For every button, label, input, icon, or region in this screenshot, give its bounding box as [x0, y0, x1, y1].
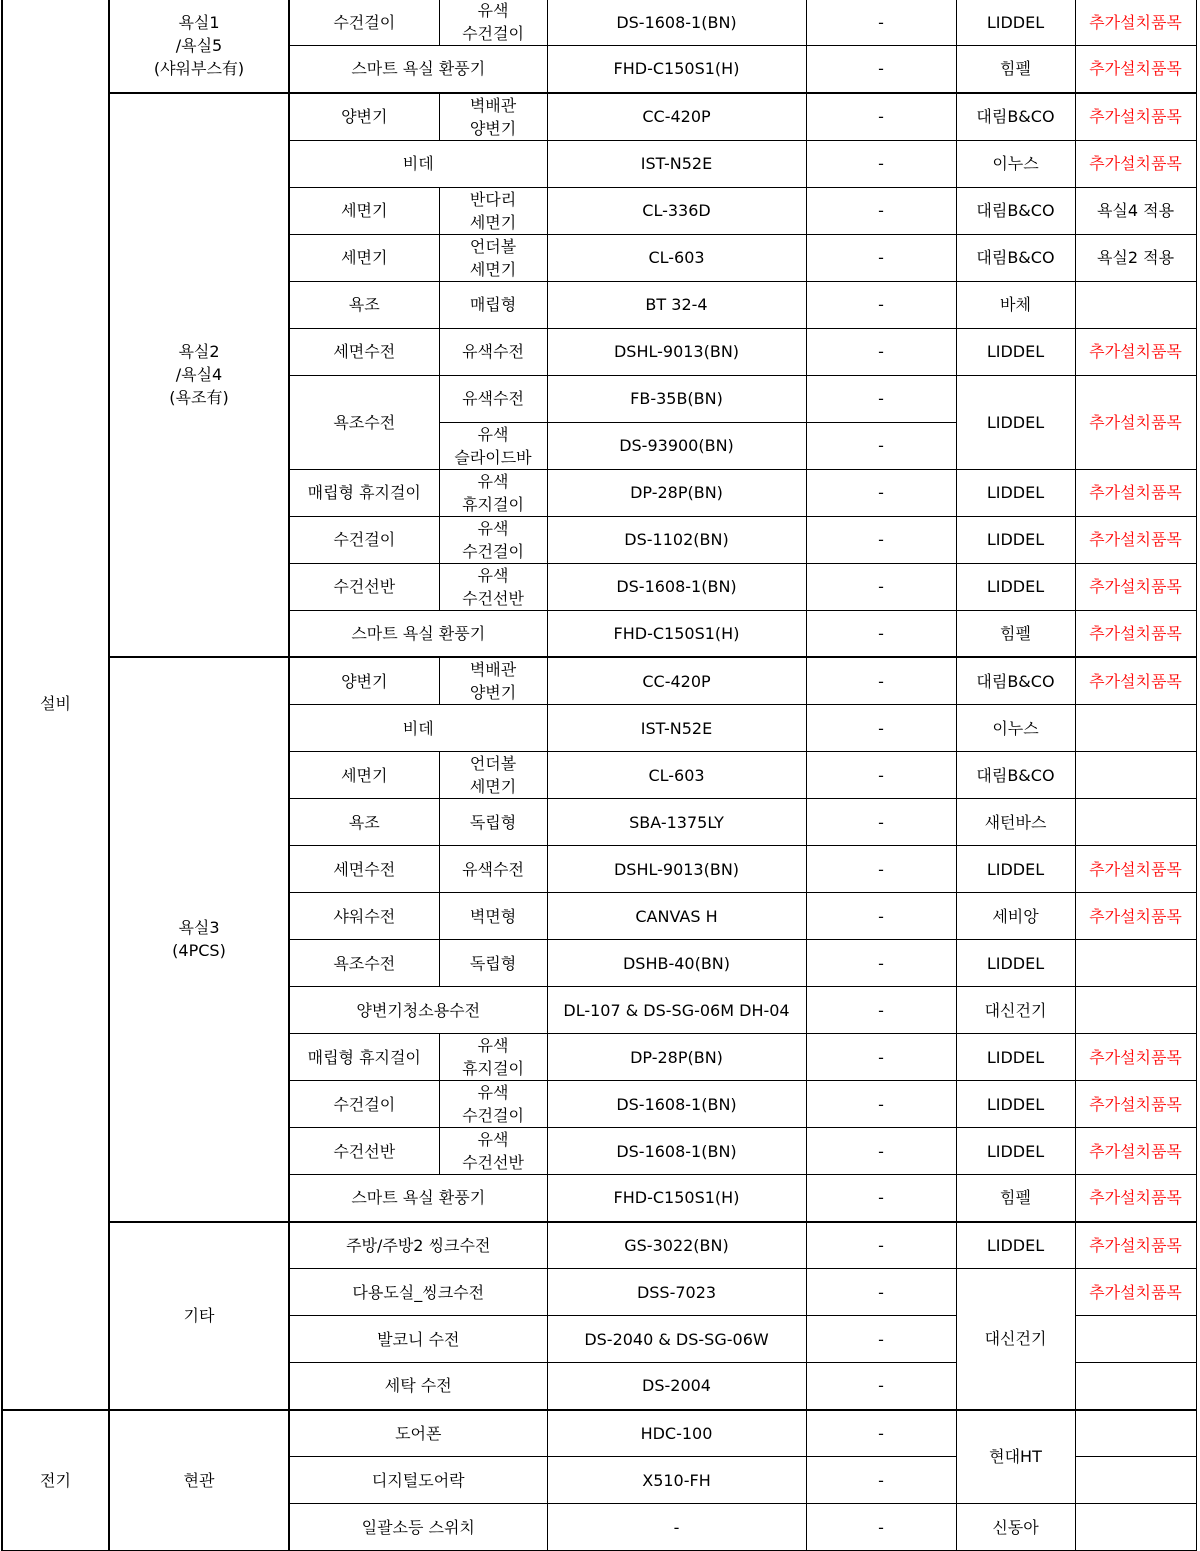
- model-cell: DL-107 & DS-SG-06M DH-04: [547, 987, 806, 1034]
- size-cell: -: [806, 563, 956, 610]
- note-cell: 추가설치품목: [1075, 893, 1196, 940]
- maker-cell: LIDDEL: [956, 846, 1075, 893]
- maker-cell: 힘펠: [956, 46, 1075, 93]
- model-cell: SBA-1375LY: [547, 799, 806, 846]
- note-cell: 욕실2 적용: [1075, 234, 1196, 281]
- maker-cell: 이누스: [956, 140, 1075, 187]
- type-cell: 유색수전: [439, 375, 547, 422]
- type-cell: 유색수전: [439, 846, 547, 893]
- group-cell: 욕실3 (4PCS): [109, 657, 289, 1222]
- size-cell: -: [806, 1128, 956, 1175]
- table-row: [2, 1222, 1196, 1269]
- model-cell: DS-1608-1(BN): [547, 563, 806, 610]
- model-cell: DS-1608-1(BN): [547, 1128, 806, 1175]
- maker-cell: 바체: [956, 281, 1075, 328]
- maker-cell: LIDDEL: [956, 1081, 1075, 1128]
- type-cell: 언더볼 세면기: [439, 234, 547, 281]
- model-cell: IST-N52E: [547, 140, 806, 187]
- maker-cell: 힘펠: [956, 610, 1075, 657]
- item-cell: 비데: [289, 140, 547, 187]
- note-cell: 추가설치품목: [1075, 1034, 1196, 1081]
- type-cell: 독립형: [439, 799, 547, 846]
- maker-cell: 대신건기: [956, 1269, 1075, 1410]
- maker-cell: LIDDEL: [956, 0, 1075, 46]
- note-cell: [1075, 1316, 1196, 1363]
- item-cell: 세면기: [289, 234, 439, 281]
- item-cell: 세면수전: [289, 846, 439, 893]
- note-cell: 추가설치품목: [1075, 1269, 1196, 1316]
- note-cell: [1075, 799, 1196, 846]
- note-cell: [1075, 1457, 1196, 1504]
- note-cell: [1075, 987, 1196, 1034]
- note-cell: 추가설치품목: [1075, 516, 1196, 563]
- item-cell: 도어폰: [289, 1410, 547, 1457]
- item-cell: 발코니 수전: [289, 1316, 547, 1363]
- item-cell: 수건걸이: [289, 0, 439, 46]
- note-cell: [1075, 281, 1196, 328]
- item-cell: 수건걸이: [289, 516, 439, 563]
- group-cell: 욕실1 /욕실5 (샤워부스有): [109, 0, 289, 93]
- item-cell: 매립형 휴지걸이: [289, 1034, 439, 1081]
- maker-cell: 대림B&CO: [956, 234, 1075, 281]
- note-cell: 추가설치품목: [1075, 328, 1196, 375]
- maker-cell: LIDDEL: [956, 1222, 1075, 1269]
- size-cell: -: [806, 1081, 956, 1128]
- model-cell: CL-603: [547, 752, 806, 799]
- item-cell: 양변기: [289, 93, 439, 141]
- model-cell: GS-3022(BN): [547, 1222, 806, 1269]
- item-cell: 주방/주방2 씽크수전: [289, 1222, 547, 1269]
- type-cell: 유색수전: [439, 328, 547, 375]
- model-cell: CL-336D: [547, 187, 806, 234]
- item-cell: 세면기: [289, 752, 439, 799]
- item-cell: 수건선반: [289, 1128, 439, 1175]
- item-cell: 스마트 욕실 환풍기: [289, 46, 547, 93]
- note-cell: 추가설치품목: [1075, 1222, 1196, 1269]
- size-cell: -: [806, 1222, 956, 1269]
- note-cell: 추가설치품목: [1075, 140, 1196, 187]
- maker-cell: 신동아: [956, 1504, 1075, 1551]
- model-cell: -: [547, 1504, 806, 1551]
- model-cell: DP-28P(BN): [547, 1034, 806, 1081]
- type-cell: 벽배관 양변기: [439, 93, 547, 141]
- model-cell: DSHB-40(BN): [547, 940, 806, 987]
- maker-cell: 대림B&CO: [956, 93, 1075, 141]
- maker-cell: 대림B&CO: [956, 657, 1075, 705]
- model-cell: DS-93900(BN): [547, 422, 806, 469]
- maker-cell: LIDDEL: [956, 1128, 1075, 1175]
- model-cell: DS-1102(BN): [547, 516, 806, 563]
- model-cell: BT 32-4: [547, 281, 806, 328]
- note-cell: 추가설치품목: [1075, 563, 1196, 610]
- note-cell: 추가설치품목: [1075, 846, 1196, 893]
- item-cell: 양변기: [289, 657, 439, 705]
- maker-cell: 힘펠: [956, 1175, 1075, 1222]
- model-cell: DP-28P(BN): [547, 469, 806, 516]
- type-cell: 유색 수건걸이: [439, 0, 547, 46]
- note-cell: 추가설치품목: [1075, 93, 1196, 141]
- maker-cell: LIDDEL: [956, 516, 1075, 563]
- item-cell: 세면수전: [289, 328, 439, 375]
- item-cell: 다용도실_씽크수전: [289, 1269, 547, 1316]
- type-cell: 언더볼 세면기: [439, 752, 547, 799]
- maker-cell: LIDDEL: [956, 563, 1075, 610]
- model-cell: X510-FH: [547, 1457, 806, 1504]
- item-cell: 수건선반: [289, 563, 439, 610]
- model-cell: CL-603: [547, 234, 806, 281]
- size-cell: -: [806, 0, 956, 46]
- table-row: [2, 657, 1196, 705]
- model-cell: FHD-C150S1(H): [547, 46, 806, 93]
- size-cell: -: [806, 234, 956, 281]
- size-cell: -: [806, 705, 956, 752]
- note-cell: 추가설치품목: [1075, 46, 1196, 93]
- size-cell: -: [806, 846, 956, 893]
- type-cell: 유색 휴지걸이: [439, 1034, 547, 1081]
- note-cell: [1075, 940, 1196, 987]
- maker-cell: 세비앙: [956, 893, 1075, 940]
- type-cell: 벽배관 양변기: [439, 657, 547, 705]
- item-cell: 양변기청소용수전: [289, 987, 547, 1034]
- size-cell: -: [806, 1316, 956, 1363]
- maker-cell: LIDDEL: [956, 1034, 1075, 1081]
- size-cell: -: [806, 281, 956, 328]
- model-cell: CANVAS H: [547, 893, 806, 940]
- note-cell: [1075, 752, 1196, 799]
- type-cell: 벽면형: [439, 893, 547, 940]
- maker-cell: 새턴바스: [956, 799, 1075, 846]
- model-cell: DSHL-9013(BN): [547, 328, 806, 375]
- item-cell: 비데: [289, 705, 547, 752]
- table-row: [2, 0, 1196, 46]
- table-row: [2, 1410, 1196, 1457]
- item-cell: 욕조: [289, 799, 439, 846]
- size-cell: -: [806, 1457, 956, 1504]
- size-cell: -: [806, 375, 956, 422]
- item-cell: 욕조수전: [289, 375, 439, 469]
- note-cell: 추가설치품목: [1075, 469, 1196, 516]
- note-cell: 추가설치품목: [1075, 0, 1196, 46]
- model-cell: DS-1608-1(BN): [547, 1081, 806, 1128]
- size-cell: -: [806, 940, 956, 987]
- category-cell: 전기: [2, 1410, 109, 1551]
- item-cell: 수건걸이: [289, 1081, 439, 1128]
- group-cell: 욕실2 /욕실4 (욕조有): [109, 93, 289, 658]
- maker-cell: 대림B&CO: [956, 752, 1075, 799]
- note-cell: 추가설치품목: [1075, 1175, 1196, 1222]
- size-cell: -: [806, 799, 956, 846]
- model-cell: FHD-C150S1(H): [547, 610, 806, 657]
- item-cell: 욕조수전: [289, 940, 439, 987]
- note-cell: 추가설치품목: [1075, 1128, 1196, 1175]
- type-cell: 독립형: [439, 940, 547, 987]
- model-cell: DSS-7023: [547, 1269, 806, 1316]
- note-cell: 추가설치품목: [1075, 375, 1196, 469]
- note-cell: 추가설치품목: [1075, 1081, 1196, 1128]
- size-cell: -: [806, 140, 956, 187]
- maker-cell: 대신건기: [956, 987, 1075, 1034]
- maker-cell: 이누스: [956, 705, 1075, 752]
- item-cell: 일괄소등 스위치: [289, 1504, 547, 1551]
- size-cell: -: [806, 1269, 956, 1316]
- item-cell: 스마트 욕실 환풍기: [289, 1175, 547, 1222]
- size-cell: -: [806, 893, 956, 940]
- maker-cell: 대림B&CO: [956, 187, 1075, 234]
- category-cell: 설비: [2, 0, 109, 1410]
- model-cell: DS-2040 & DS-SG-06W: [547, 1316, 806, 1363]
- type-cell: 매립형: [439, 281, 547, 328]
- model-cell: FHD-C150S1(H): [547, 1175, 806, 1222]
- size-cell: -: [806, 1034, 956, 1081]
- size-cell: -: [806, 328, 956, 375]
- note-cell: 추가설치품목: [1075, 657, 1196, 705]
- note-cell: [1075, 705, 1196, 752]
- item-cell: 디지털도어락: [289, 1457, 547, 1504]
- model-cell: CC-420P: [547, 657, 806, 705]
- size-cell: -: [806, 610, 956, 657]
- size-cell: -: [806, 1410, 956, 1457]
- type-cell: 유색 수건선반: [439, 1128, 547, 1175]
- model-cell: DSHL-9013(BN): [547, 846, 806, 893]
- group-cell: 기타: [109, 1222, 289, 1410]
- model-cell: CC-420P: [547, 93, 806, 141]
- model-cell: IST-N52E: [547, 705, 806, 752]
- type-cell: 반다리 세면기: [439, 187, 547, 234]
- item-cell: 세면기: [289, 187, 439, 234]
- maker-cell: LIDDEL: [956, 375, 1075, 469]
- item-cell: 세탁 수전: [289, 1363, 547, 1410]
- note-cell: 추가설치품목: [1075, 610, 1196, 657]
- model-cell: FB-35B(BN): [547, 375, 806, 422]
- item-cell: 스마트 욕실 환풍기: [289, 610, 547, 657]
- size-cell: -: [806, 422, 956, 469]
- type-cell: 유색 수건걸이: [439, 516, 547, 563]
- note-cell: [1075, 1410, 1196, 1457]
- maker-cell: 현대HT: [956, 1410, 1075, 1504]
- group-cell: 현관: [109, 1410, 289, 1551]
- item-cell: 욕조: [289, 281, 439, 328]
- size-cell: -: [806, 516, 956, 563]
- item-cell: 매립형 휴지걸이: [289, 469, 439, 516]
- type-cell: 유색 수건선반: [439, 563, 547, 610]
- table-row: [2, 93, 1196, 141]
- size-cell: -: [806, 93, 956, 141]
- item-cell: 샤워수전: [289, 893, 439, 940]
- size-cell: -: [806, 1504, 956, 1551]
- maker-cell: LIDDEL: [956, 328, 1075, 375]
- size-cell: -: [806, 1363, 956, 1410]
- type-cell: 유색 수건걸이: [439, 1081, 547, 1128]
- size-cell: -: [806, 987, 956, 1034]
- note-cell: [1075, 1504, 1196, 1551]
- maker-cell: LIDDEL: [956, 469, 1075, 516]
- model-cell: DS-2004: [547, 1363, 806, 1410]
- spec-table: [1, 0, 1197, 1551]
- size-cell: -: [806, 187, 956, 234]
- maker-cell: LIDDEL: [956, 940, 1075, 987]
- size-cell: -: [806, 469, 956, 516]
- type-cell: 유색 슬라이드바: [439, 422, 547, 469]
- model-cell: HDC-100: [547, 1410, 806, 1457]
- note-cell: 욕실4 적용: [1075, 187, 1196, 234]
- size-cell: -: [806, 657, 956, 705]
- note-cell: [1075, 1363, 1196, 1410]
- size-cell: -: [806, 752, 956, 799]
- size-cell: -: [806, 1175, 956, 1222]
- size-cell: -: [806, 46, 956, 93]
- model-cell: DS-1608-1(BN): [547, 0, 806, 46]
- type-cell: 유색 휴지걸이: [439, 469, 547, 516]
